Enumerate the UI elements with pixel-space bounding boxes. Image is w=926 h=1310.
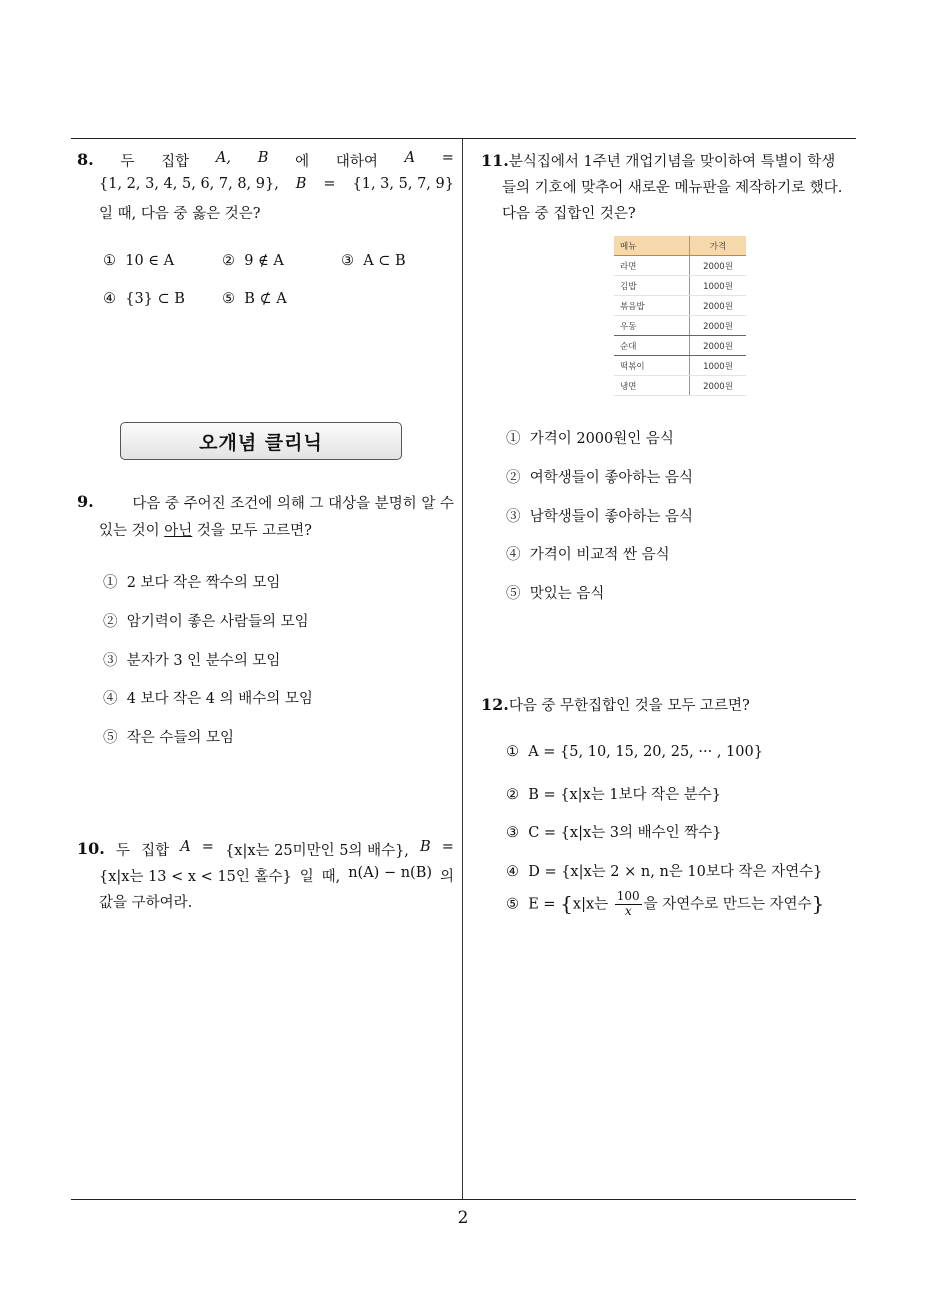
table-row xyxy=(614,256,746,276)
choice-text: 9 ∉ A xyxy=(244,253,284,269)
question-8-word: = xyxy=(441,150,454,166)
choice-marker: ⑤ xyxy=(103,730,118,746)
choice-text: 남학생들이 좋아하는 음식 xyxy=(529,509,694,525)
question-8-word: 집합 xyxy=(161,154,190,170)
choice-marker: ④ xyxy=(506,547,521,563)
question-10-set-b: {x|x는 13 < x < 15인 홀수} xyxy=(99,869,292,885)
menu-cell: 김밥 xyxy=(614,276,690,296)
question-9-line-2 xyxy=(99,519,312,540)
price-cell: 2000원 xyxy=(690,316,747,336)
question-10-word: = xyxy=(201,839,214,855)
column-header-menu: 메뉴 xyxy=(614,236,690,256)
choice-text: 가격이 2000원인 음식 xyxy=(529,431,674,447)
choice-text: D = {x|x는 2 × n, n은 10보다 작은 자연수} xyxy=(528,864,823,880)
question-12-line-1 xyxy=(481,694,750,715)
menu-cell: 냉면 xyxy=(614,376,690,396)
question-8-line-2 xyxy=(99,176,454,192)
question-9-text: 있는 것이 xyxy=(99,523,165,539)
question-8-line-1 xyxy=(77,150,454,171)
choice-8-3[interactable] xyxy=(341,253,406,269)
question-8-set-a: {1, 2, 3, 4, 5, 6, 7, 8, 9}, xyxy=(99,176,279,192)
choice-marker: ③ xyxy=(506,509,521,525)
choice-text: 4 보다 작은 4 의 배수의 모임 xyxy=(126,691,313,707)
table-row xyxy=(614,336,746,356)
choice-12-1[interactable] xyxy=(506,744,763,760)
choice-text: 여학생들이 좋아하는 음식 xyxy=(529,470,694,486)
table-row xyxy=(614,316,746,336)
top-rule xyxy=(71,138,856,139)
question-8-line-3: 일 때, 다음 중 옳은 것은? xyxy=(99,206,261,222)
price-cell: 2000원 xyxy=(690,256,747,276)
choice-marker: ③ xyxy=(103,653,118,669)
fraction-numerator: 100 xyxy=(616,889,640,903)
question-10-word: 의 xyxy=(439,869,454,885)
choice-marker: ① xyxy=(506,431,521,447)
choice-marker: ② xyxy=(506,470,521,486)
question-10-word: B xyxy=(420,839,431,855)
question-10-expression: n(A) − n(B) xyxy=(348,865,433,881)
question-8-word: 두 xyxy=(120,154,135,170)
choice-8-1[interactable] xyxy=(103,253,174,269)
question-8-word: = xyxy=(323,176,336,192)
menu-cell: 우동 xyxy=(614,316,690,336)
choice-text: x|x는 xyxy=(572,896,613,913)
choice-marker: ② xyxy=(222,253,235,269)
price-cell: 2000원 xyxy=(690,336,747,356)
question-10-word: 일 xyxy=(299,869,314,885)
table-row xyxy=(614,296,746,316)
menu-cell: 떡볶이 xyxy=(614,356,690,376)
choice-9-2[interactable] xyxy=(103,610,309,631)
choice-12-5[interactable] xyxy=(506,890,824,919)
question-11-line-2: 들의 기호에 맞추어 새로운 메뉴판을 제작하기로 했다. xyxy=(502,180,843,196)
choice-text: 2 보다 작은 짝수의 모임 xyxy=(126,575,281,591)
question-10-word: 두 xyxy=(115,843,130,859)
question-10-number: 10. xyxy=(77,839,105,858)
choice-marker: ① xyxy=(103,253,116,269)
table-header-row xyxy=(614,236,746,256)
choice-text: A = {5, 10, 15, 20, 25, ··· , 100} xyxy=(528,744,763,760)
choice-9-3[interactable] xyxy=(103,649,280,670)
choice-9-4[interactable] xyxy=(103,687,313,708)
choice-8-4[interactable] xyxy=(103,291,185,307)
choice-text: 맛있는 음식 xyxy=(529,586,605,602)
question-8-word: A, xyxy=(215,150,231,166)
question-10-word: = xyxy=(441,839,454,855)
choice-text: {3} ⊂ B xyxy=(125,291,185,307)
choice-marker: ③ xyxy=(341,253,354,269)
choice-marker: ④ xyxy=(103,291,116,307)
menu-cell: 볶음밥 xyxy=(614,296,690,316)
choice-text-prefix: E = xyxy=(528,896,561,913)
question-9-line-1 xyxy=(77,492,454,513)
price-cell: 2000원 xyxy=(690,376,747,396)
choice-text: 암기력이 좋은 사람들의 모임 xyxy=(126,614,309,630)
choice-8-5[interactable] xyxy=(222,291,287,307)
question-10-line-1 xyxy=(77,839,454,860)
choice-marker: ④ xyxy=(506,864,519,880)
choice-text: 10 ∈ A xyxy=(125,253,175,269)
question-10-word: 집합 xyxy=(141,843,170,859)
choice-9-1[interactable] xyxy=(103,571,280,592)
menu-price-table xyxy=(614,236,746,396)
question-10-line-3: 값을 구하여라. xyxy=(99,895,193,911)
page-number: 2 xyxy=(457,1208,469,1228)
choice-marker: ④ xyxy=(103,691,118,707)
choice-11-2[interactable] xyxy=(506,466,693,487)
fraction xyxy=(615,890,642,919)
question-10-word: A xyxy=(180,839,191,855)
question-9-text: 것을 모두 고르면? xyxy=(192,523,312,539)
choice-marker: ⑤ xyxy=(506,586,521,602)
choice-12-4[interactable] xyxy=(506,860,822,881)
question-11-text: 분식집에서 1주년 개업기념을 맞이하여 특별이 학생 xyxy=(508,154,836,170)
choice-text: 작은 수들의 모임 xyxy=(126,730,234,746)
question-9-number: 9. xyxy=(77,492,94,511)
choice-9-5[interactable] xyxy=(103,726,234,747)
choice-marker: ① xyxy=(103,575,118,591)
clinic-section-title: 오개념 클리닉 xyxy=(120,422,402,460)
question-8-word: B xyxy=(257,150,269,166)
choice-marker: ⑤ xyxy=(506,896,519,913)
choice-11-5[interactable] xyxy=(506,582,604,603)
choice-marker: ③ xyxy=(506,825,519,841)
price-cell: 1000원 xyxy=(690,276,747,296)
question-8-word: B xyxy=(295,176,307,192)
question-10-line-2 xyxy=(99,865,454,886)
question-11-number: 11. xyxy=(481,151,509,170)
choice-text: A ⊂ B xyxy=(363,253,406,269)
menu-cell: 순대 xyxy=(614,336,690,356)
choice-11-4[interactable] xyxy=(506,543,670,564)
choice-marker: ② xyxy=(103,614,118,630)
question-8-word: 에 xyxy=(295,154,310,170)
choice-marker: ① xyxy=(506,744,519,760)
choice-11-1[interactable] xyxy=(506,427,674,448)
choice-text: B ⊄ A xyxy=(244,291,287,307)
choice-8-2[interactable] xyxy=(222,253,284,269)
question-8-word: A xyxy=(404,150,416,166)
choice-text: 을 자연수로 만드는 자연수 xyxy=(643,896,812,913)
question-11-line-3: 다음 중 집합인 것은? xyxy=(502,206,636,222)
price-cell: 1000원 xyxy=(690,356,747,376)
question-8-number: 8. xyxy=(77,150,94,169)
price-cell: 2000원 xyxy=(690,296,747,316)
question-8-word: 대하여 xyxy=(335,154,378,170)
menu-cell: 라면 xyxy=(614,256,690,276)
question-9-emphasis: 아닌 xyxy=(164,523,193,539)
table-row xyxy=(614,276,746,296)
column-header-price: 가격 xyxy=(690,236,747,256)
close-brace: } xyxy=(811,891,825,916)
choice-text: 분자가 3 인 분수의 모임 xyxy=(126,653,281,669)
table-row xyxy=(614,376,746,396)
question-9-text: 다음 중 주어진 조건에 의해 그 대상을 분명히 알 수 xyxy=(132,496,454,512)
choice-text: 가격이 비교적 싼 음식 xyxy=(529,547,670,563)
choice-marker: ⑤ xyxy=(222,291,235,307)
column-divider xyxy=(462,139,463,1199)
fraction-denominator: x xyxy=(624,903,632,918)
choice-12-3[interactable] xyxy=(506,821,721,842)
question-12-number: 12. xyxy=(481,695,509,714)
question-12-text: 다음 중 무한집합인 것을 모두 고르면? xyxy=(508,698,750,714)
bottom-rule xyxy=(71,1199,856,1200)
choice-text: B = {x|x는 1보다 작은 분수} xyxy=(528,787,722,803)
question-11-line-1 xyxy=(481,150,835,171)
choice-marker: ② xyxy=(506,787,519,803)
choice-12-2[interactable] xyxy=(506,783,721,804)
choice-text: C = {x|x는 3의 배수인 짝수} xyxy=(528,825,722,841)
question-10-set-a: {x|x는 25미만인 5의 배수}, xyxy=(225,843,409,859)
choice-11-3[interactable] xyxy=(506,505,693,526)
question-10-word: 때, xyxy=(321,869,341,885)
question-8-set-b: {1, 3, 5, 7, 9} xyxy=(352,176,454,192)
open-brace: { xyxy=(560,891,573,916)
table-row xyxy=(614,356,746,376)
